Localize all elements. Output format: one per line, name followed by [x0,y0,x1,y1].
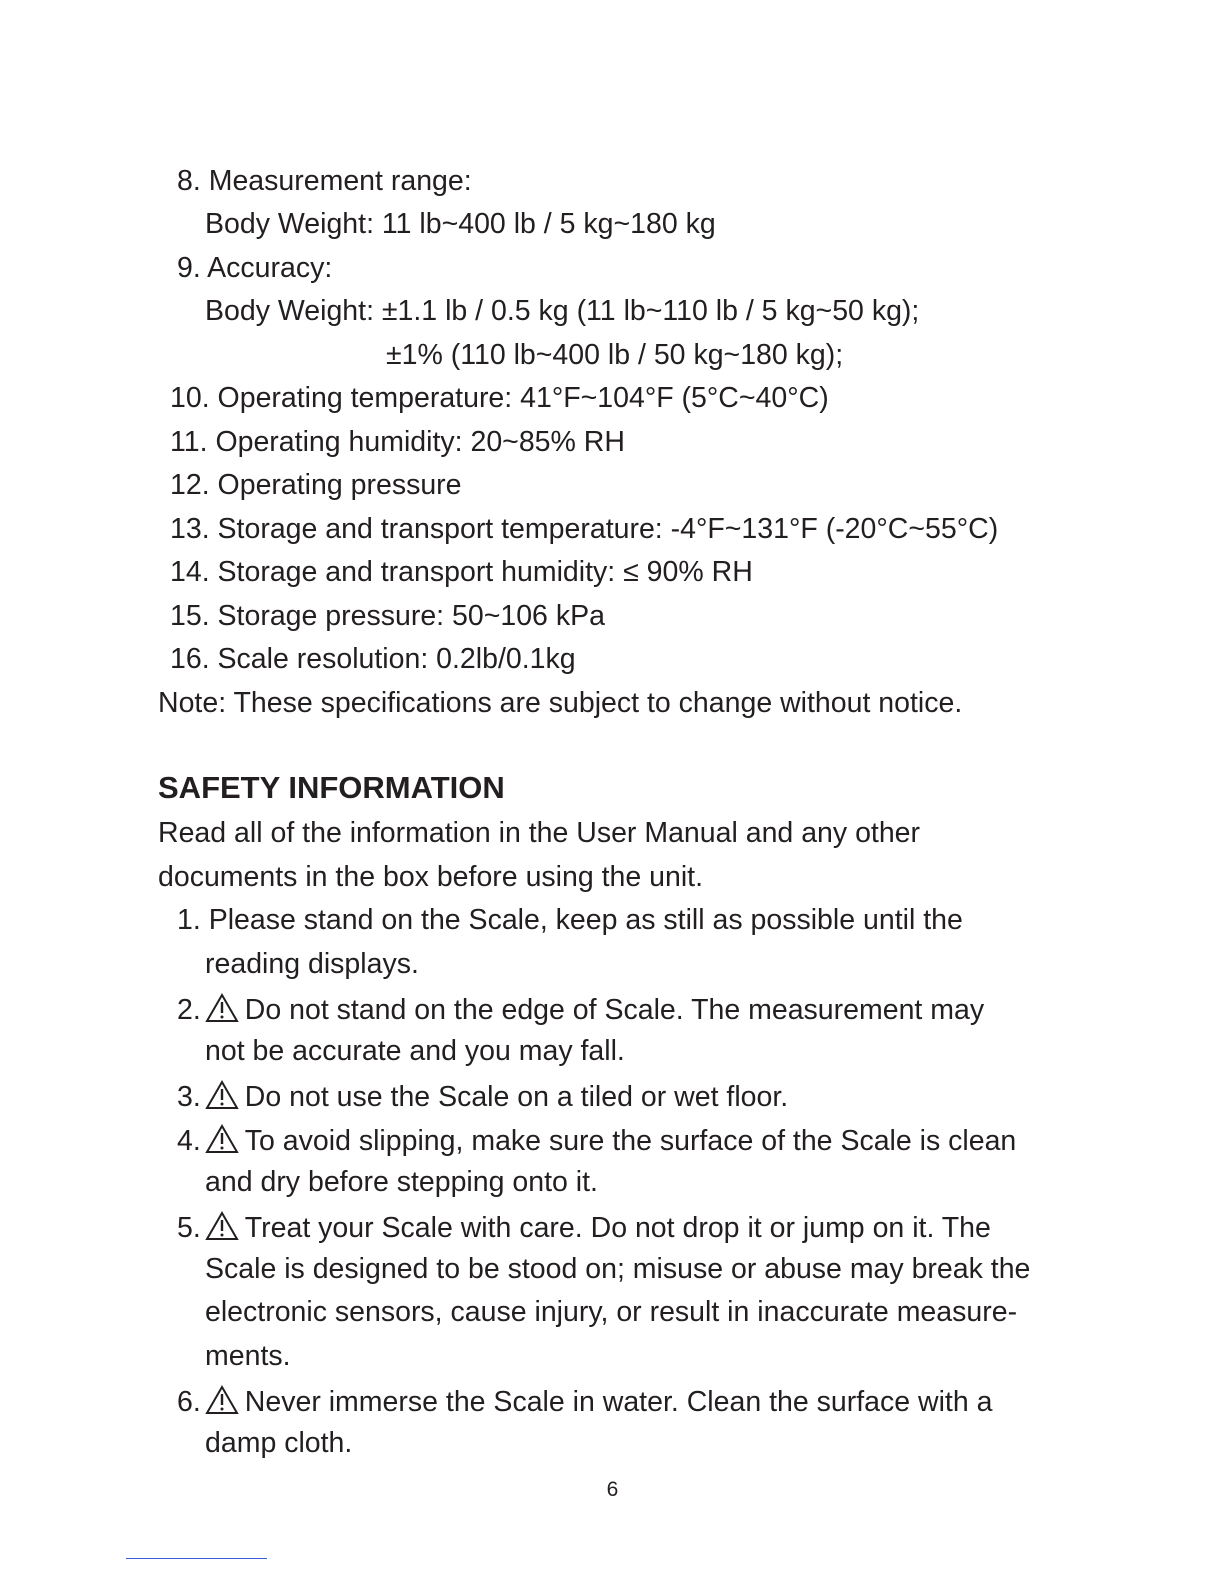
warning-triangle-icon [205,1080,239,1110]
safety-text: Please stand on the Scale, keep as still as possible until the [208,904,963,936]
safety-item-2 [177,993,984,1025]
safety-item-5 [177,1211,991,1243]
safety-text: Do not use the Scale on a tiled or wet floor. [244,1081,789,1113]
safety-number: 5. [177,1212,201,1244]
safety-text-cont: reading displays. [205,948,419,980]
spec-text: Accuracy: [207,252,333,284]
spec-note: Note: These specifications are subject to change without notice. [158,687,963,719]
safety-text-cont: Scale is designed to be stood on; misuse or abuse may break the [205,1253,1031,1285]
safety-text-cont: ments. [205,1340,291,1372]
safety-number: 6. [177,1386,201,1418]
warning-triangle-icon [205,1385,239,1415]
safety-text: Do not stand on the edge of Scale. The measurement may [244,994,985,1026]
safety-text: Never immerse the Scale in water. Clean the surface with a [244,1386,993,1418]
spec-item-9 [177,254,332,283]
spec-subline: ±1% (110 lb~400 lb / 50 kg~180 kg); [386,339,844,371]
warning-triangle-icon [205,1211,239,1241]
spec-text: Scale resolution: 0.2lb/0.1kg [217,643,576,675]
spec-item-13 [170,515,998,544]
page-number: 6 [606,1478,619,1501]
spec-item-10 [170,384,829,413]
spec-subline: Body Weight: ±1.1 lb / 0.5 kg (11 lb~110 lb / 5 kg~50 kg); [205,295,920,327]
spec-text: Storage and transport temperature: -4°F~131°F (-20°C~55°C) [217,513,999,545]
spec-number: 15. [170,600,210,632]
safety-item-3 [177,1080,788,1112]
spec-number: 16. [170,643,210,675]
warning-triangle-icon [205,993,239,1023]
spec-text: Operating humidity: 20~85% RH [215,426,625,458]
spec-item-14 [170,558,753,587]
footer-rule [126,1558,267,1559]
safety-intro: documents in the box before using the unit. [158,861,704,893]
safety-text-cont: and dry before stepping onto it. [205,1166,598,1198]
spec-number: 13. [170,513,210,545]
spec-number: 14. [170,556,210,588]
safety-item-6 [177,1385,992,1417]
safety-text-cont: damp cloth. [205,1427,353,1459]
safety-text: Treat your Scale with care. Do not drop it or jump on it. The [244,1212,991,1244]
spec-number: 9. [177,252,201,284]
safety-item-1 [177,906,963,935]
spec-text: Storage and transport humidity: ≤ 90% RH [217,556,753,588]
spec-number: 10. [170,382,210,414]
spec-number: 11. [170,426,208,458]
safety-text-cont: not be accurate and you may fall. [205,1035,625,1067]
spec-item-16 [170,645,576,674]
spec-item-12 [170,471,462,500]
safety-text: To avoid slipping, make sure the surface of the Scale is clean [244,1125,1017,1157]
safety-item-4 [177,1124,1016,1156]
spec-text: Storage pressure: 50~106 kPa [217,600,605,632]
safety-number: 4. [177,1125,201,1157]
spec-text: Operating pressure [217,469,462,501]
spec-text: Operating temperature: 41°F~104°F (5°C~40°C) [217,382,829,414]
safety-number: 3. [177,1081,201,1113]
safety-number: 1. [177,904,201,936]
safety-number: 2. [177,994,201,1026]
safety-heading: SAFETY INFORMATION [158,770,505,805]
spec-item-15 [170,602,605,631]
spec-text: Measurement range: [208,165,472,197]
warning-triangle-icon [205,1124,239,1154]
safety-text-cont: electronic sensors, cause injury, or result in inaccurate measure- [205,1296,1018,1328]
spec-number: 8. [177,165,201,197]
spec-item-11 [170,428,625,457]
spec-item-8 [177,167,472,196]
safety-intro: Read all of the information in the User Manual and any other [158,817,921,849]
spec-number: 12. [170,469,210,501]
spec-subline: Body Weight: 11 lb~400 lb / 5 kg~180 kg [205,208,716,240]
